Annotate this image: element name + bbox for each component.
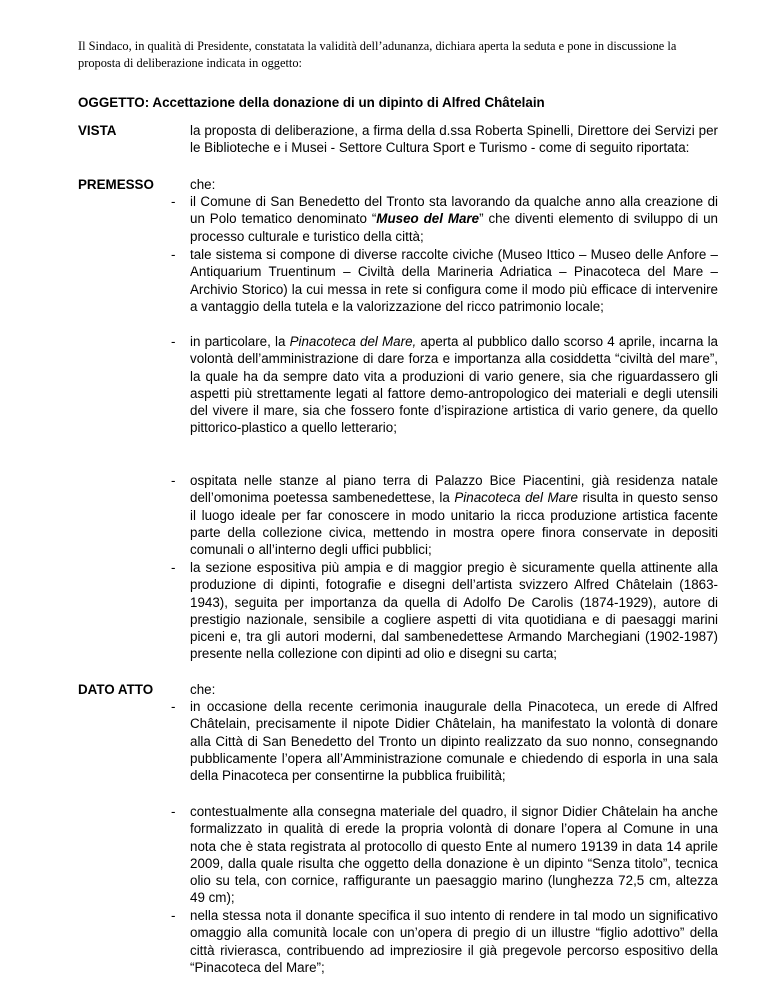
list-bullet: -	[171, 194, 176, 209]
dato-atto-che: che:	[190, 682, 216, 697]
list-bullet: -	[171, 804, 176, 819]
premesso-item-4: ospitata nelle stanze al piano terra di Palazzo Bice Piacentini, già residenza natale dell’omonima poetessa sambenedettese, la Pinacoteca del Mare risulta in questo senso il luogo ideale per far conoscere in modo unitario la ricca produzione artistica facente parte della collezione civica, mettendo in mostra opere finora conservate in depositi comunali o all’interno degli uffici pubblici;	[190, 473, 718, 558]
dato-atto-item-2: contestualmente alla consegna materiale del quadro, il signor Didier Châtelain ha anche formalizzato in qualità di erede la propria volontà di donare l’opera al Comune in una nota che è stata registrata al protocollo di questo Ente al numero 19139 in data 14 aprile 2009, dalla quale risulta che oggetto della donazione è un dipinto “Senza titolo”, tecnica olio su tela, con cornice, raffigurante un paesaggio marino (lunghezza 72,5 cm, altezza 49 cm);	[190, 804, 718, 906]
list-bullet: -	[171, 247, 176, 262]
premesso-label: PREMESSO	[78, 177, 154, 192]
subject-heading: OGGETTO: Accettazione della donazione di un dipinto di Alfred Châtelain	[78, 95, 545, 110]
dato-atto-item-1: in occasione della recente cerimonia inaugurale della Pinacoteca, un erede di Alfred Châtelain, precisamente il nipote Didier Châtelain, ha manifestato la volontà di donare alla Città di San Benedetto del Tronto un dipinto realizzato da suo nonno, consegnando pubblicamente l’opera all’Amministrazione comunale e chiedendo di esporla in una sala della Pinacoteca per consentirne la pubblica fruibilità;	[190, 699, 718, 784]
premesso-item-3: in particolare, la Pinacoteca del Mare, aperta al pubblico dallo scorso 4 aprile, incarna la volontà dell’amministrazione di dare forza e importanza alla cosiddetta “civiltà del mare”, la quale ha da sempre dato vita a produzioni di vario genere, sia che riguardassero gli aspetti più strettamente legati al fattore demo-antropologico dei materiali e degli utensili del vivere il mare, sia che fossero fonte d’ispirazione artistica di vario genere, da quello pittorico-plastico a quello letterario;	[190, 334, 718, 436]
premesso-che: che:	[190, 177, 216, 192]
vista-text: la proposta di deliberazione, a firma della d.ssa Roberta Spinelli, Direttore dei Servizi per le Biblioteche e i Musei - Settore Cultura Sport e Turismo - come di seguito riportata:	[190, 123, 718, 156]
intro-paragraph: Il Sindaco, in qualità di Presidente, constatata la validità dell’adunanza, dichiara aperta la seduta e pone in discussione la proposta di deliberazione indicata in oggetto:	[78, 39, 677, 70]
pinacoteca-emphasis: Pinacoteca del Mare,	[289, 334, 417, 349]
list-bullet: -	[171, 908, 176, 923]
premesso-item-5: la sezione espositiva più ampia e di maggior pregio è sicuramente quella attinente alla produzione di dipinti, fotografie e disegni dell’artista svizzero Alfred Châtelain (1863-1943), seguita per importanza da quella di Adolfo De Carolis (1874-1929), autore di prestigio nazionale, sensibile a cogliere aspetti di vita quotidiana e di paesaggi marini piceni e, tra gli autori moderni, dal sambenedettese Armando Marchegiani (1902-1987) presente nella collezione con dipinti ad olio e disegni su carta;	[190, 560, 718, 662]
list-bullet: -	[171, 334, 176, 349]
list-bullet: -	[171, 699, 176, 714]
museo-del-mare-emphasis: Museo del Mare	[376, 211, 480, 227]
premesso-item-1: il Comune di San Benedetto del Tronto sta lavorando da qualche anno alla creazione di un Polo tematico denominato “Museo del Mare” che diventi elemento di sviluppo di un processo culturale e turistico della città;	[190, 194, 718, 244]
dato-atto-item-3: nella stessa nota il donante specifica il suo intento di rendere in tal modo un significativo omaggio alla comunità locale con un’opera di pregio di un illustre “figlio adottivo” della città rivierasca, contribuendo ad impreziosire il già pregevole percorso espositivo della “Pinacoteca del Mare”;	[190, 908, 718, 975]
vista-label: VISTA	[78, 123, 117, 138]
premesso-item-2: tale sistema si compone di diverse raccolte civiche (Museo Ittico – Museo delle Anfore – Antiquarium Truentinum – Civiltà della Marineria Adriatica – Pinacoteca del Mare – Archivio Storico) la cui messa in rete si configura come il modo più efficace di intervenire a vantaggio della tutela e la valorizzazione del ricco patrimonio locale;	[190, 247, 718, 314]
list-bullet: -	[171, 560, 176, 575]
dato-atto-label: DATO ATTO	[78, 682, 154, 697]
list-bullet: -	[171, 473, 176, 488]
pinacoteca-emphasis: Pinacoteca del Mare	[454, 490, 578, 506]
